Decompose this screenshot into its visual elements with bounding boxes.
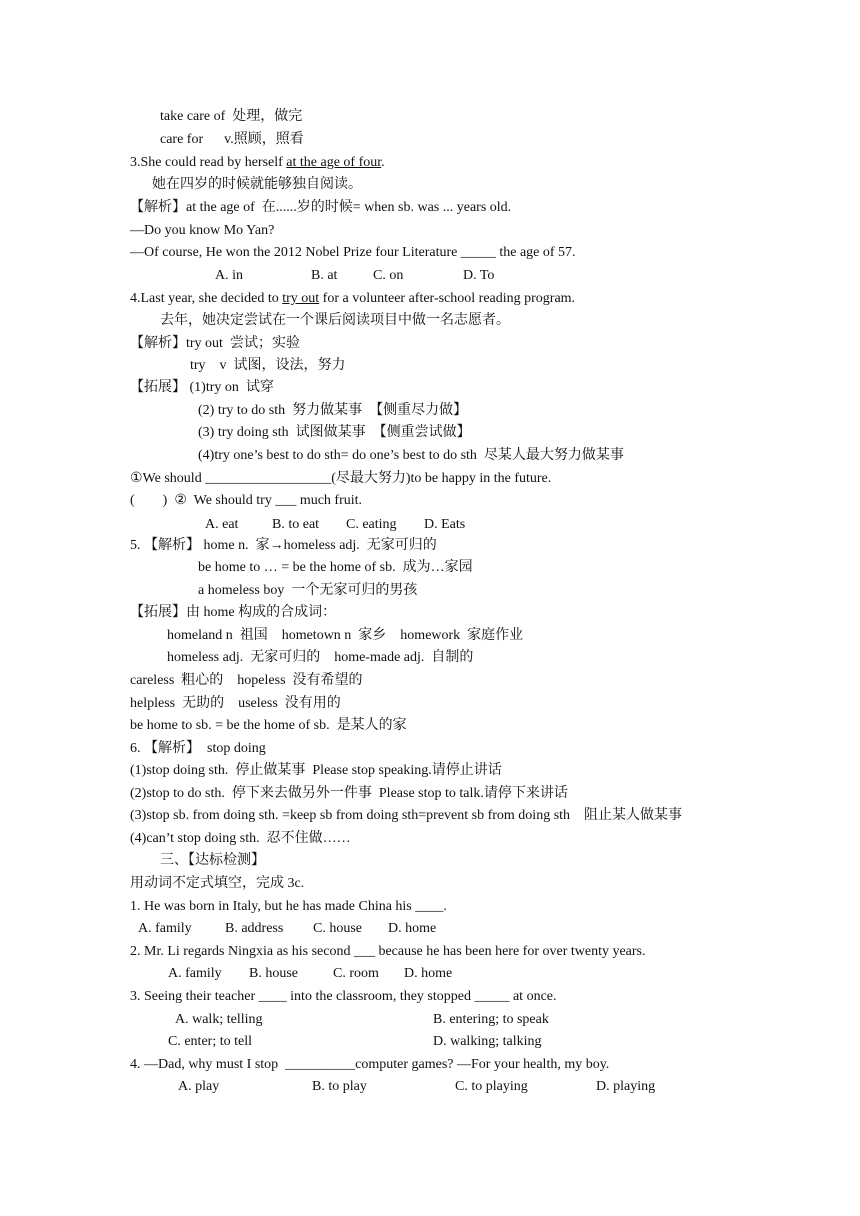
option-b: B. to eat: [272, 517, 320, 532]
text-line: (4)try one’s best to do sth= do one’s best to do sth 尽某人最大努力做某事: [198, 448, 624, 463]
underlined-phrase: at the age of four: [286, 155, 382, 170]
option-c: C. eating: [346, 517, 397, 532]
option-d: D. To: [463, 268, 495, 283]
text-line: 【拓展】由 home 构成的合成词：: [130, 605, 337, 620]
text-line: 5. 【解析】 home n. 家→homeless adj. 无家可归的: [130, 538, 437, 553]
text-line: 【解析】try out 尝试；实验: [130, 336, 300, 351]
text-line: 【拓展】 (1)try on 试穿: [130, 380, 274, 395]
text-line: (3)stop sb. from doing sth. =keep sb from doing sth=prevent sb from doing sth 阻止某人做某事: [130, 808, 683, 823]
text-span: 3.She could read by herself: [130, 155, 287, 170]
text-line: —Of course, He won the 2012 Nobel Prize four Literature _____ the age of 57.: [130, 245, 576, 260]
option-b: B. at: [311, 268, 338, 283]
option-a: A. eat: [205, 517, 239, 532]
text-line: (3) try doing sth 试图做某事 【侧重尝试做】: [198, 425, 471, 440]
text-span: 4.Last year, she decided to: [130, 291, 283, 306]
text-line: (1)stop doing sth. 停止做某事 Please stop speaking.请停止讲话: [130, 763, 502, 778]
section-heading: 三、【达标检测】: [160, 853, 265, 868]
option-c: C. on: [373, 268, 404, 283]
text-line: —Do you know Mo Yan?: [130, 223, 275, 238]
text-line: be home to sb. = be the home of sb. 是某人的家: [130, 718, 407, 733]
text-line: be home to … = be the home of sb. 成为…家园: [198, 560, 473, 575]
text-line: helpless 无助的 useless 没有用的: [130, 696, 341, 711]
text-line: a homeless boy 一个无家可归的男孩: [198, 583, 418, 598]
option-a: A. walk; telling: [175, 1012, 263, 1027]
option-a: A. family: [168, 966, 222, 981]
option-b: B. house: [249, 966, 298, 981]
text-line: 【解析】at the age of 在......岁的时候= when sb. was ... years old.: [130, 200, 512, 215]
option-d: D. playing: [596, 1079, 656, 1094]
text-line: homeless adj. 无家可归的 home-made adj. 自制的: [167, 650, 474, 665]
text-span: .: [381, 155, 385, 170]
option-c: C. house: [313, 921, 362, 936]
text-line: care for v.照顾，照看: [160, 132, 304, 147]
text-line: 2. Mr. Li regards Ningxia as his second ___ because he has been here for over twenty years.: [130, 944, 646, 959]
option-b: B. address: [225, 921, 284, 936]
text-line: 去年，她决定尝试在一个课后阅读项目中做一名志愿者。: [160, 313, 510, 328]
text-line: 1. He was born in Italy, but he has made China his ____.: [130, 899, 447, 914]
text-span: for a volunteer after-school reading program.: [319, 291, 576, 306]
text-line: 用动词不定式填空，完成 3c.: [130, 876, 305, 891]
text-line: (4)can’t stop doing sth. 忍不住做……: [130, 831, 351, 846]
option-d: D. home: [404, 966, 453, 981]
option-d: D. Eats: [424, 517, 466, 532]
text-line: [130, 290, 575, 308]
text-line: take care of 处理，做完: [160, 109, 303, 124]
option-a: A. family: [138, 921, 192, 936]
text-line: 3. Seeing their teacher ____ into the classroom, they stopped _____ at once.: [130, 989, 557, 1004]
text-line: homeland n 祖国 hometown n 家乡 homework 家庭作业: [167, 628, 524, 643]
text-line: 4. —Dad, why must I stop __________computer games? —For your health, my boy.: [130, 1057, 610, 1072]
text-line: careless 粗心的 hopeless 没有希望的: [130, 673, 363, 688]
underlined-phrase: try out: [282, 291, 320, 306]
text-line: (2) try to do sth 努力做某事 【侧重尽力做】: [198, 403, 468, 418]
option-d: D. walking; talking: [433, 1034, 542, 1049]
text-line: ①We should __________________(尽最大努力)to be happy in the future.: [130, 471, 552, 486]
text-line: try v 试图，设法，努力: [190, 358, 346, 373]
text-line: [130, 154, 385, 172]
option-b: B. entering; to speak: [433, 1012, 549, 1027]
option-c: C. enter; to tell: [168, 1034, 252, 1049]
option-b: B. to play: [312, 1079, 367, 1094]
text-line: 她在四岁的时候就能够独自阅读。: [152, 177, 362, 192]
option-c: C. room: [333, 966, 379, 981]
text-line: 6. 【解析】 stop doing: [130, 741, 266, 756]
option-a: A. in: [215, 268, 243, 283]
text-line: ( ) ② We should try ___ much fruit.: [130, 493, 363, 508]
option-c: C. to playing: [455, 1079, 528, 1094]
option-d: D. home: [388, 921, 437, 936]
text-line: (2)stop to do sth. 停下来去做另外一件事 Please stop to talk.请停下来讲话: [130, 786, 568, 801]
option-a: A. play: [178, 1079, 220, 1094]
